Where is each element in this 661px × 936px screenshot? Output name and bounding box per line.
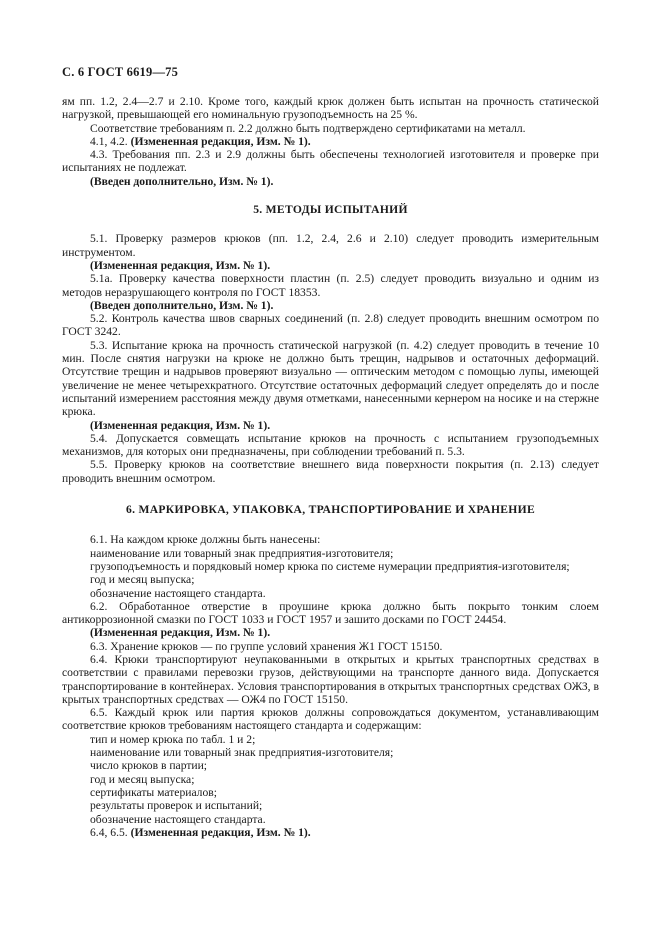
page-header: С. 6 ГОСТ 6619—75 [62, 65, 179, 79]
paragraph [62, 547, 599, 560]
paragraph-text: обозначение настоящего стандарта. [90, 812, 266, 826]
paragraph [62, 640, 599, 653]
paragraph-text: 6.4. Крюки транспортируют неупакованными в открытых и крытых транспортных средствах в соответствии с правилами перевозки грузов, действующими на транспорте данного вида. Допускается транспортирование в контейнерах. Условия транспортирования в открытых транспортных средствах ОЖЗ, в крытых транспортных средствах — ОЖ4 по ГОСТ 15150. [62, 652, 599, 706]
amendment-note: (Измененная редакция, Изм. № 1). [130, 825, 311, 839]
paragraph [62, 175, 599, 188]
paragraphs-top [62, 95, 599, 188]
paragraph [62, 272, 599, 299]
amendment-note: (Введен дополнительно, Изм. № 1). [90, 174, 274, 188]
paragraph [62, 312, 599, 339]
paragraph-text: 6.4, 6.5. [90, 825, 131, 839]
paragraph [62, 148, 599, 175]
amendment-note: (Введен дополнительно, Изм. № 1). [90, 298, 274, 312]
paragraph [62, 759, 599, 772]
paragraph [62, 419, 599, 432]
paragraph [62, 733, 599, 746]
amendment-note: (Измененная редакция, Изм. № 1). [90, 258, 271, 272]
paragraph [62, 786, 599, 799]
amendment-note: (Измененная редакция, Изм. № 1). [90, 626, 271, 640]
paragraph-text: 5.3. Испытание крюка на прочность статической нагрузкой (п. 4.2) следует проводить в течение 10 мин. После снятия нагрузки на крюке не должно быть трещин, надрывов и остаточных деформаций. Отсутствие трещин и надрывов проверяют визуально — оптическим методом с помощью лупы, имеющей увеличение не менее четырехкратного. Отсутствие остаточных деформаций следует определять до и после испытаний измерением расстояния между двумя отметками, нанесенными кернером на носике и на стержне крюка. [62, 338, 599, 419]
paragraph-text: 6.1. На каждом крюке должны быть нанесены: [90, 533, 321, 547]
paragraph [62, 560, 599, 573]
paragraph [62, 339, 599, 419]
paragraph-text: 5.1а. Проверку качества поверхности пластин (п. 2.5) следует проводить визуально и одним из методов неразрушающего контроля по ГОСТ 18353. [62, 272, 599, 299]
paragraph-text: грузоподъемность и порядковый номер крюка по системе нумерации предприятия-изготовителя; [90, 559, 570, 573]
paragraph [62, 259, 599, 272]
paragraph-text: сертификаты материалов; [90, 785, 217, 799]
paragraph-text: 5.2. Контроль качества швов сварных соединений (п. 2.8) следует проводить внешним осмотром по ГОСТ 3242. [62, 312, 599, 339]
paragraph [62, 600, 599, 627]
section-6-title: 6. МАРКИРОВКА, УПАКОВКА, ТРАНСПОРТИРОВАНИЕ И ХРАНЕНИЕ [126, 503, 535, 517]
paragraph [62, 587, 599, 600]
paragraph [62, 432, 599, 459]
paragraph [62, 458, 599, 485]
paragraph-text: 5.4. Допускается совмещать испытание крюков на прочность с испытанием грузоподъемных механизмов, для которых они предназначены, при соблюдении требований п. 5.3. [62, 431, 599, 459]
paragraph [62, 533, 599, 546]
paragraph [62, 135, 599, 148]
paragraph-text: 4.3. Требования пп. 2.3 и 2.9 должны быть обеспечены технологией изготовителя и проверке при испытаниях не подлежат. [62, 148, 599, 175]
section-5-title: 5. МЕТОДЫ ИСПЫТАНИЙ [253, 203, 408, 217]
paragraph [62, 122, 599, 135]
paragraph-text: тип и номер крюка по табл. 1 и 2; [90, 732, 256, 746]
amendment-note: (Измененная редакция, Изм. № 1). [90, 418, 271, 432]
paragraph [62, 799, 599, 812]
paragraph-text: ям пп. 1.2, 2.4—2.7 и 2.10. Кроме того, каждый крюк должен быть испытан на прочность статической нагрузкой, превышающей его номинальную грузоподъемность на 25 %. [62, 95, 599, 122]
document-body [62, 95, 599, 839]
paragraph [62, 826, 599, 839]
paragraph [62, 299, 599, 312]
paragraph-text: наименование или товарный знак предприятия-изготовителя; [90, 746, 394, 760]
amendment-note: (Измененная редакция, Изм. № 1). [130, 134, 311, 148]
paragraphs-section-5 [62, 232, 599, 485]
paragraphs-section-6 [62, 533, 599, 839]
paragraph [62, 746, 599, 759]
paragraph-text: 6.3. Хранение крюков — по группе условий хранения Ж1 ГОСТ 15150. [90, 639, 443, 653]
paragraph-text: год и месяц выпуска; [90, 573, 195, 587]
paragraph-text: результаты проверок и испытаний; [90, 799, 263, 813]
paragraph-text: Соответствие требованиям п. 2.2 должно быть подтверждено сертификатами на металл. [90, 121, 526, 135]
paragraph [62, 813, 599, 826]
paragraph-text: обозначение настоящего стандарта. [90, 586, 266, 600]
paragraph [62, 95, 599, 122]
paragraph-text: год и месяц выпуска; [90, 772, 195, 786]
paragraph-text: число крюков в партии; [90, 759, 208, 773]
paragraph [62, 773, 599, 786]
paragraph [62, 573, 599, 586]
paragraph-text: 6.5. Каждый крюк или партия крюков должны сопровождаться документом, устанавливающим соответствие крюков требованиям настоящего стандарта и содержащим: [62, 706, 599, 733]
paragraph [62, 232, 599, 259]
paragraph-text: 4.1, 4.2. [90, 134, 131, 148]
paragraph-text: наименование или товарный знак предприятия-изготовителя; [90, 546, 394, 560]
paragraph [62, 706, 599, 733]
paragraph [62, 653, 599, 706]
paragraph-text: 6.2. Обработанное отверстие в проушине крюка должно быть покрыто тонким слоем антикоррозионной смазки по ГОСТ 1033 и ГОСТ 1957 и зашито досками по ГОСТ 24454. [62, 599, 599, 627]
paragraph-text: 5.5. Проверку крюков на соответствие внешнего вида поверхности покрытия (п. 2.13) следует проводить внешним осмотром. [62, 458, 599, 485]
paragraph-text: 5.1. Проверку размеров крюков (пп. 1.2, 2.4, 2.6 и 2.10) следует проводить измерительным инструментом. [62, 232, 599, 259]
paragraph [62, 626, 599, 639]
